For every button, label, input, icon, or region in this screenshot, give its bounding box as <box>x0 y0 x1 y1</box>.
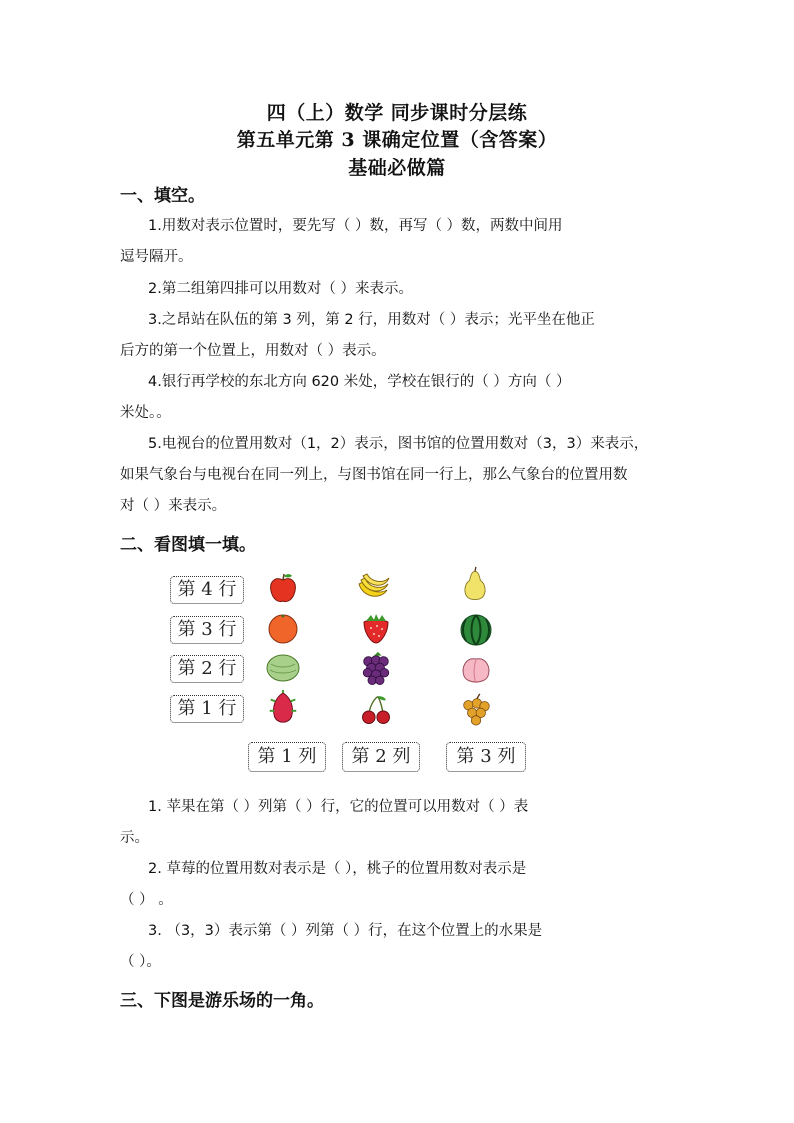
row-label-3: 第 3 行 <box>170 616 244 644</box>
doc-title: 四（上）数学 同步课时分层练 <box>266 102 528 124</box>
row-label-1: 第 1 行 <box>170 695 244 723</box>
longan-icon <box>458 692 494 728</box>
picture-question-3-line-2: （ ）。 <box>120 954 161 970</box>
question-2: 2.第二组第四排可以用数对（ ）来表示。 <box>148 281 413 297</box>
banana-icon <box>355 568 391 604</box>
picture-question-2-line-2: （ ） 。 <box>120 892 173 908</box>
fruit-grid-figure <box>152 562 534 780</box>
strawberry-icon <box>358 610 394 646</box>
question-3-line-1: 3.之昂站在队伍的第 3 列，第 2 行，用数对（ ）表示；光平坐在他正 <box>148 312 595 328</box>
watermelon-icon <box>458 612 494 648</box>
melon-icon <box>265 650 301 686</box>
doc-subtitle: 第五单元第 3 课确定位置（含答案） <box>236 129 558 151</box>
pear-icon <box>457 566 493 602</box>
col-label-2: 第 2 列 <box>342 742 420 772</box>
picture-question-1-line-2: 示。 <box>120 830 149 846</box>
question-5-line-2: 如果气象台与电视台在同一列上，与图书馆在同一行上，那么气象台的位置用数 <box>120 467 628 483</box>
picture-question-3-line-1: 3. （3，3）表示第（ ）列第（ ）行，在这个位置上的水果是 <box>148 923 543 939</box>
question-4-line-1: 4.银行再学校的东北方向 620 米处，学校在银行的（ ）方向（ ） <box>148 374 571 390</box>
question-3-line-2: 后方的第一个位置上，用数对（ ）表示。 <box>120 343 386 359</box>
question-1-line-2: 逗号隔开。 <box>120 249 193 265</box>
row-label-2: 第 2 行 <box>170 655 244 683</box>
cherry-icon <box>358 692 394 728</box>
question-5-line-3: 对（ ）来表示。 <box>120 498 227 514</box>
grapes-icon <box>358 650 394 686</box>
orange-icon <box>265 610 301 646</box>
col-label-3: 第 3 列 <box>446 742 526 772</box>
picture-question-1-line-1: 1. 苹果在第（ ）列第（ ）行，它的位置可以用数对（ ）表 <box>148 799 529 815</box>
picture-question-2-line-1: 2. 草莓的位置用数对表示是（ ），桃子的位置用数对表示是 <box>148 861 527 877</box>
doc-level: 基础必做篇 <box>348 157 446 179</box>
section-heading-fill: 一、填空。 <box>120 186 205 206</box>
section-heading-picture: 二、看图填一填。 <box>120 535 256 555</box>
apple-icon <box>265 570 301 606</box>
dragonfruit-icon <box>265 690 301 726</box>
peach-icon <box>458 652 494 688</box>
section-heading-park: 三、下图是游乐场的一角。 <box>120 991 324 1011</box>
question-1-line-1: 1.用数对表示位置时，要先写（ ）数，再写（ ）数，两数中间用 <box>148 218 563 234</box>
question-4-line-2: 米处。。 <box>120 405 171 421</box>
col-label-1: 第 1 列 <box>248 742 326 772</box>
row-label-4: 第 4 行 <box>170 576 244 604</box>
question-5-line-1: 5.电视台的位置用数对（1，2）表示，图书馆的位置用数对（3，3）来表示， <box>148 436 649 452</box>
